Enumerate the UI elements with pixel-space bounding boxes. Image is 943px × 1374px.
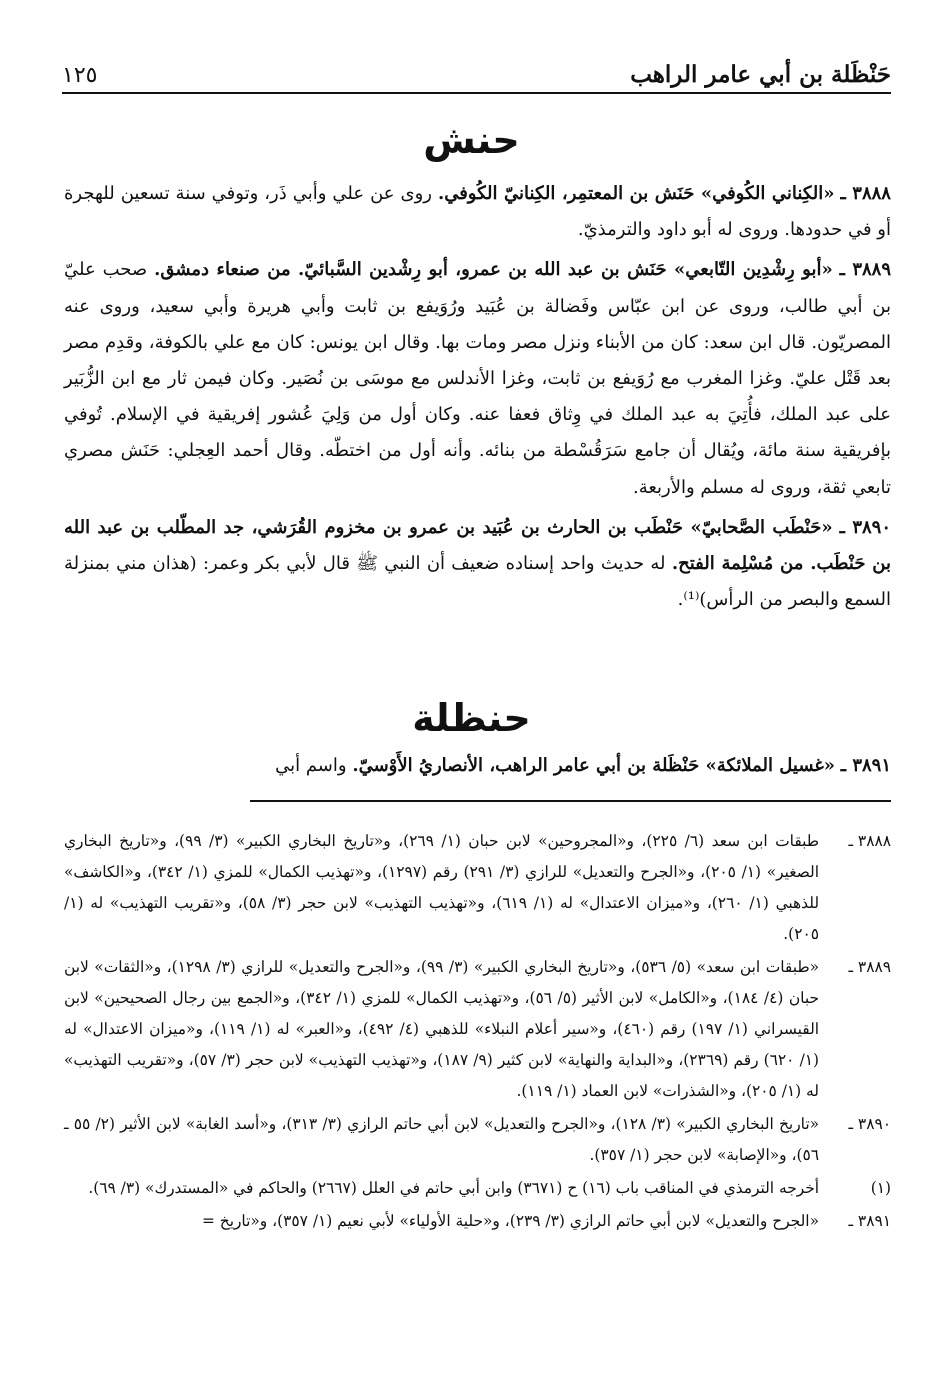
footnote-text: «طبقات ابن سعد» (٥/ ٥٣٦)، و«تاريخ البخاري الكبير» (٣/ ٩٩)، و«الجرح والتعديل» للرازي (٣/ ١٢٩٨)، و«الثقات» لابن حبان (٤/ ١٨٤)، و«الكامل» لابن الأثير (٥/ ٥٦)، و«تهذيب الكمال» للمزي (١/ ٣٤٢)، و«الجمع بين رجال الصحيحين» لابن القيسراني (١/ ١٩٧) رقم (٤٦٠)، و«سير أعلام النبلاء» للذهبي (٤/ ٤٩٢)، و«العبر» له (١/ ١١٩)، و«ميزان الاعتدال» له (١/ ٦٢٠) رقم (٢٣٦٩)، و«البداية والنهاية» لابن كثير (٩/ ١٨٧)، و«تهذيب التهذيب» لابن حجر (٣/ ٥٧)، و«تقريب التهذيب» له (١/ ٢٠٥)، و«الشذرات» لابن العماد (١/ ١١٩). [64, 958, 820, 1100]
section-heading-hanzala: حنظلة [412, 696, 531, 740]
entry-3890 [64, 510, 891, 619]
footnote-3888 [64, 826, 891, 950]
footnote-text: أخرجه الترمذي في المناقب باب (١٦) ح (٣٦٧١) وابن أبي حاتم في العلل (٢٦٦٧) والحاكم في «المستدرك» (٣/ ٦٩). [88, 1179, 819, 1197]
entry-number: ٣٨٨٩ ـ [839, 259, 891, 281]
running-title: حَنْظَلة بن أبي عامر الراهب [630, 61, 891, 88]
entry-number: ٣٨٩١ ـ [840, 755, 891, 776]
entry-title: «حَنْطَب الصَّحابيّ» حَنْطَب بن الحارث بن عُبَيد بن عمرو بن مخزوم القُرَشي، جد المطّلب بن عبد الله بن حَنْطَب. من مُسْلِمة الفتح. [64, 516, 892, 575]
footnotes [64, 826, 891, 1239]
entry-number: ٣٨٩٠ ـ [839, 516, 891, 538]
entry-3891 [64, 748, 891, 784]
entry-3888 [64, 176, 891, 248]
footnote-label: ٣٨٩٠ ـ [848, 1115, 891, 1133]
entry-3889 [64, 252, 891, 505]
footnote-text: طبقات ابن سعد (٦/ ٢٢٥)، و«المجروحين» لابن حبان (١/ ٢٦٩)، و«تاريخ البخاري الكبير» (٣/ ٩٩)، و«تاريخ البخاري الصغير» (١/ ٢٠٥)، و«الجرح والتعديل» للرازي (٣/ ٢٩١) رقم (١٢٩٧)، و«تهذيب الكمال» للمزي (١/ ٣٤٢)، و«الكاشف» للذهبي (١/ ٢٦٠)، و«ميزان الاعتدال» له (١/ ٦١٩)، و«تهذيب التهذيب» لابن حجر (٣/ ٥٨)، و«تقريب التهذيب» له (١/ ٢٠٥). [64, 832, 820, 943]
entry-title: «الكِناني الكُوفي» حَنَش بن المعتمِر، الكِنانيّ الكُوفي. [437, 183, 835, 204]
entry-text: روى عن علي وأبي ذَر، وتوفي سنة تسعين للهجرة أو في حدودها. وروى له أبو داود والترمذيّ. [64, 183, 891, 241]
entry-title: «أبو رِشْدِين التّابعي» حَنَش بن عبد الله بن عمرو، أبو رِشْدين السَّبائيّ. من صنعاء دمشق. [154, 259, 833, 281]
footnote-1 [64, 1173, 891, 1204]
footnote-label: ٣٨٩١ ـ [848, 1212, 891, 1230]
section-heading-hanash: حنش [423, 118, 520, 162]
entries-body [64, 176, 891, 618]
footnote-text: «تاريخ البخاري الكبير» (٣/ ١٢٨)، و«الجرح والتعديل» لابن أبي حاتم الرازي (٣/ ٣١٣)، و«أسد الغابة» لابن الأثير (٢/ ٥٥ ـ ٥٦)، و«الإصابة» لابن حجر (١/ ٣٥٧). [64, 1115, 820, 1164]
entries-body-2 [64, 748, 891, 784]
page-number: ١٢٥ [62, 63, 98, 88]
entry-text: واسم أبي [275, 755, 347, 776]
footnote-label: (١) [870, 1179, 891, 1197]
entry-title: «غسيل الملائكة» حَنْظَلة بن أبي عامر الراهب، الأنصاريُ الأَوْسيّ. [352, 755, 836, 776]
entry-text: صحب عليّ بن أبي طالب، وروى عن ابن عبّاس وفَضالة بن عُبَيد ورُوَيفع بن ثابت وأبي هريرة وأبي سعيد، وروى عنه المصريّون. قال ابن سعد: كان من الأبناء ونزل مصر ومات بها. وقال ابن يونس: كان مع علي بالكوفة، وقدِم مصر بعد قَتْل عليّ. وغزا المغرب مع رُوَيفع بن ثابت، وغزا الأندلس مع موسَى بن نُصَير. وكان فيمن ثار مع ابن الزُّبَير على عبد الملك، فأُتِيَ به عبد الملك في وِثاق فعفا عنه. وكان أول من وَلِيَ عُشور إفريقية في الإسلام. تُوفي بإفريقية سنة مائة، ويُقال أن جامع سَرَقُسْطة من بنائه. وأنه أول من اختطّه. وقال أحمد العِجلي: حَنَش مصري تابعي ثقة، وروى له مسلم والأربعة. [64, 259, 891, 498]
page-header [62, 38, 891, 94]
entry-number: ٣٨٨٨ ـ [840, 183, 891, 204]
footnote-label: ٣٨٨٩ ـ [848, 958, 891, 976]
footnote-divider [250, 800, 891, 802]
footnote-3890 [64, 1109, 891, 1171]
entry-text: له حديث واحد إسناده ضعيف أن النبي ﷺ قال لأبي بكر وعمر: (هذان مني بمنزلة السمع والبصر من الرأس)⁽¹⁾. [64, 553, 891, 611]
footnote-text: «الجرح والتعديل» لابن أبي حاتم الرازي (٣/ ٢٣٩)، و«حلية الأولياء» لأبي نعيم (١/ ٣٥٧)، و«تاريخ = [201, 1212, 819, 1230]
footnote-3889 [64, 952, 891, 1107]
footnote-label: ٣٨٨٨ ـ [848, 832, 891, 850]
footnote-3891 [64, 1206, 891, 1237]
